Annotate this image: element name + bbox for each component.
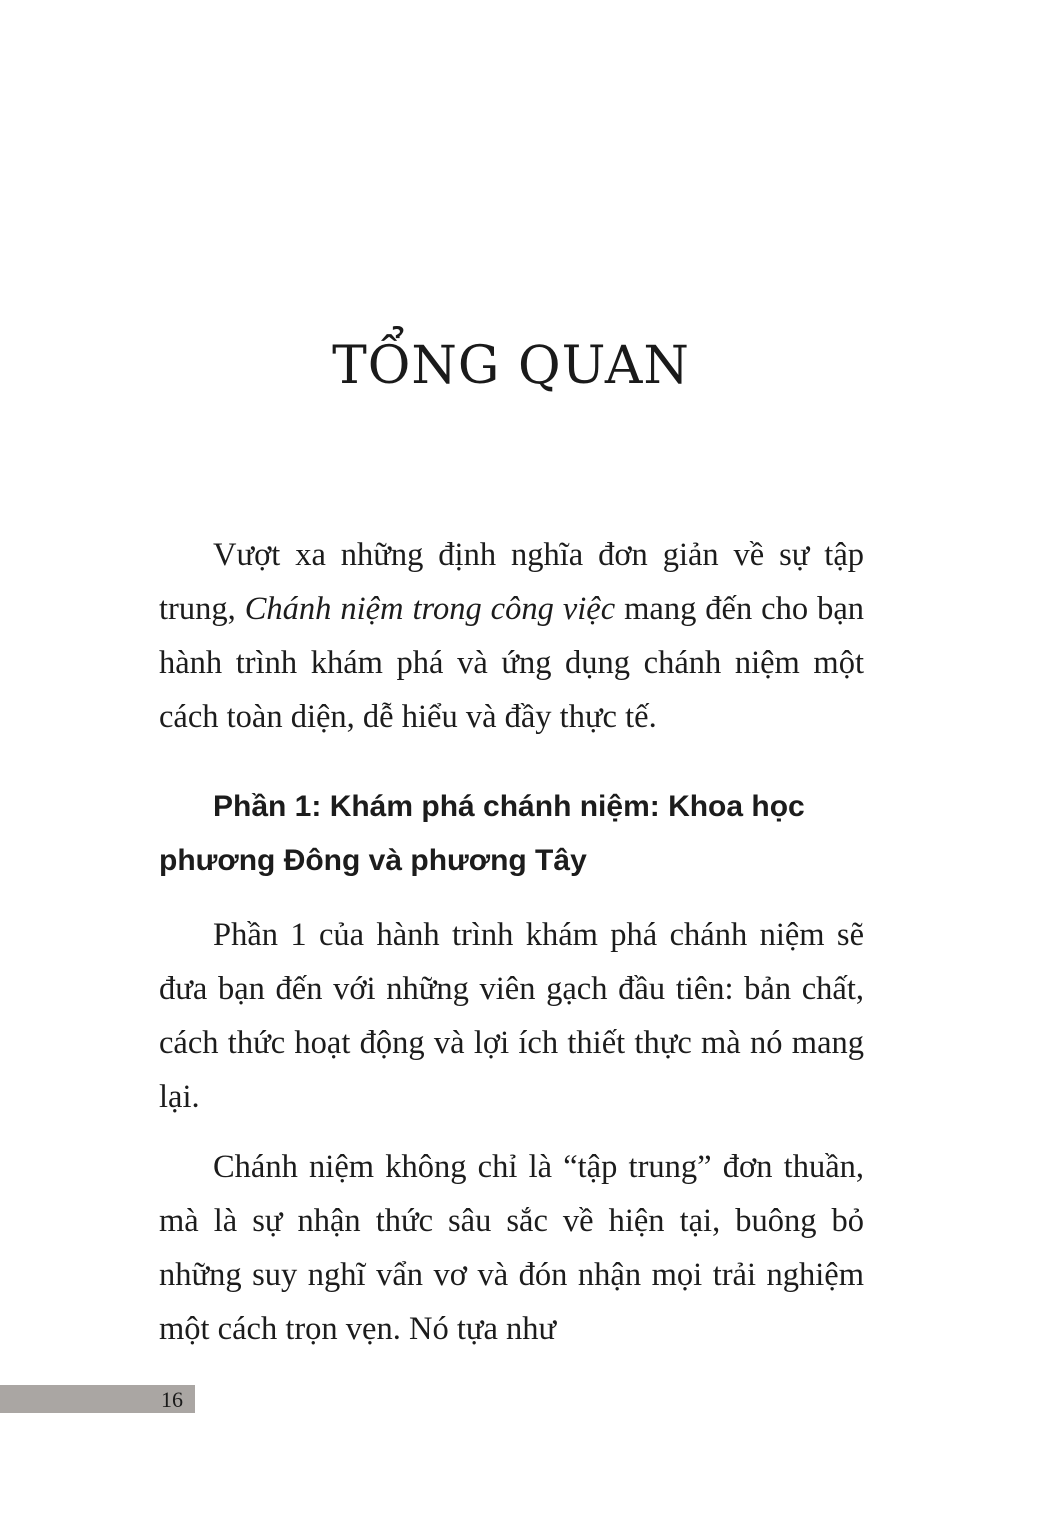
book-title-italic: Chánh niệm trong công việc bbox=[244, 591, 616, 627]
paragraph-part-1-intro: Phần 1 của hành trình khám phá chánh niệm sẽ đưa bạn đến với những viên gạch đầu tiên: bản chất, cách thức hoạt động và lợi ích thiết thực mà nó mang lại. bbox=[159, 917, 864, 1115]
section-heading-part-1: Phần 1: Khám phá chánh niệm: Khoa học phương Đông và phương Tây bbox=[159, 790, 805, 877]
chapter-title: TỔNG QUAN bbox=[332, 336, 690, 396]
intro-text-end: mang đến cho bạn hành trình khám phá và ứng dụng chánh niệm một cách toàn diện, dễ hiểu và đầy thực tế. bbox=[159, 591, 864, 735]
intro-paragraph bbox=[159, 528, 864, 744]
page-number: 16 bbox=[161, 1387, 183, 1412]
intro-text-start: Vượt xa những định nghĩa đơn giản về sự tập trung, bbox=[159, 537, 864, 627]
page-number-bar bbox=[0, 1385, 195, 1413]
paragraph-mindfulness-definition: Chánh niệm không chỉ là “tập trung” đơn thuần, mà là sự nhận thức sâu sắc về hiện tại, buông bỏ những suy nghĩ vẩn vơ và đón nhận mọi trải nghiệm một cách trọn vẹn. Nó tựa như bbox=[159, 1149, 864, 1347]
